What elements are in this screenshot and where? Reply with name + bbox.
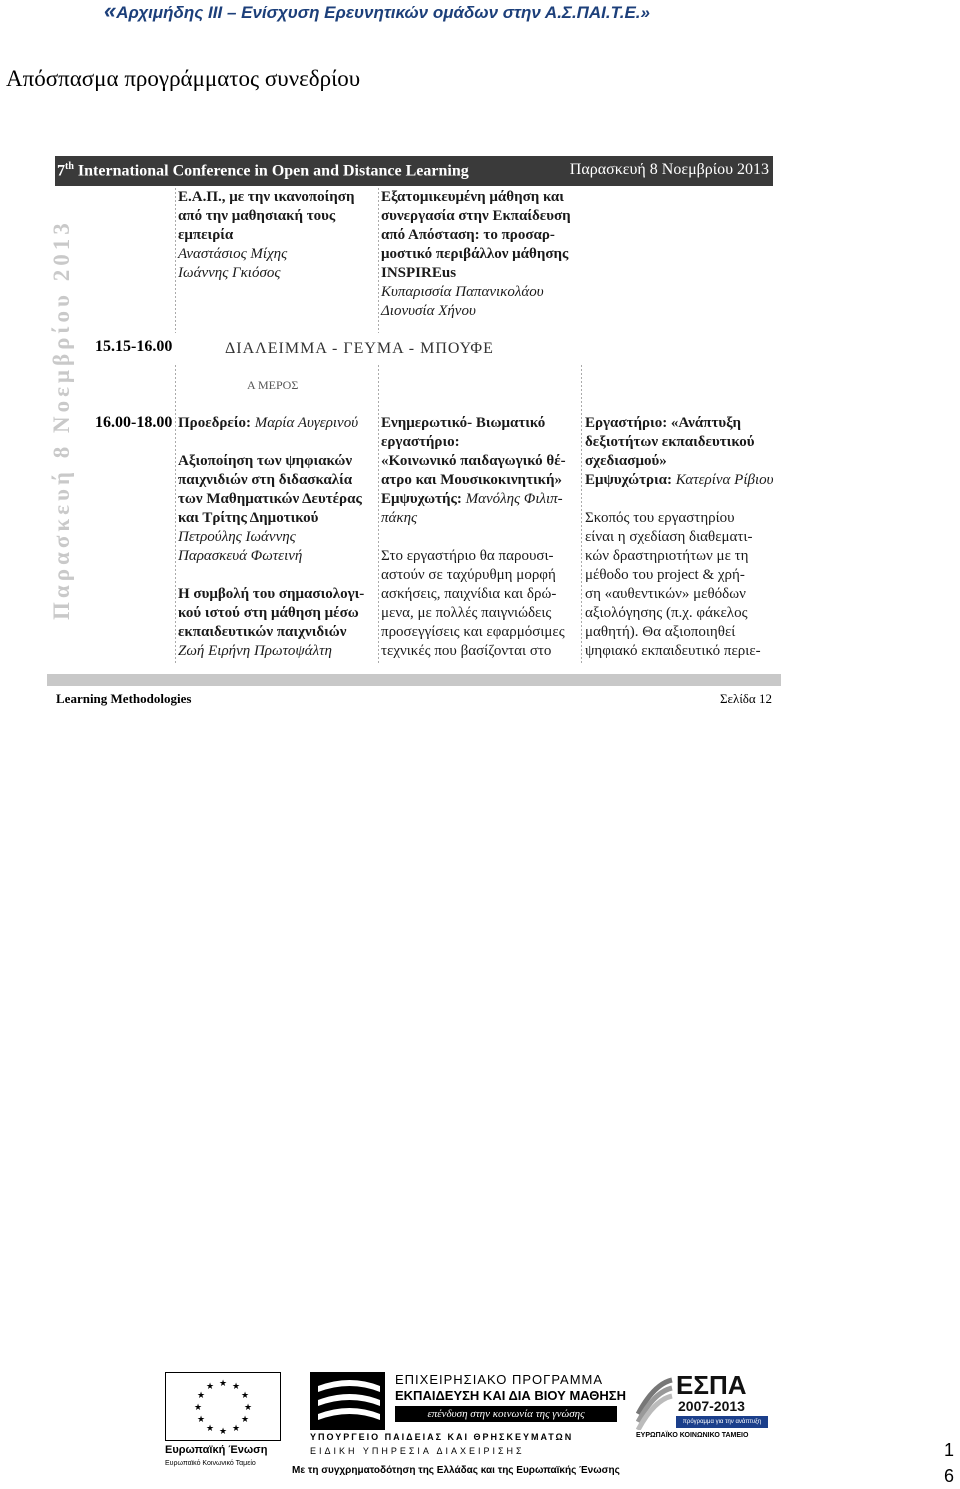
espa-program-label: πρόγραμμα για την ανάπτυξη	[676, 1416, 768, 1428]
svg-text:★: ★	[243, 1403, 253, 1413]
program-name-line1: ΕΠΙΧΕΙΡΗΣΙΑΚΟ ΠΡΟΓΡΑΜΜΑ	[395, 1372, 604, 1387]
svg-text:★: ★	[193, 1403, 203, 1413]
eu-logo	[165, 1372, 280, 1472]
espa-years: 2007-2013	[678, 1398, 745, 1414]
session-col1-top: Ε.Α.Π., με την ικανοποίηση από την μαθησιακή τους εμπειρία Αναστάσιος Μίχης Ιωάννης Γκιόσος	[178, 189, 355, 281]
cofunding-note: Με τη συγχρηματοδότηση της Ελλάδας και της Ευρωπαϊκής Ένωσης	[292, 1465, 620, 1476]
eu-flag-icon	[165, 1372, 281, 1441]
session-col3-bottom: Εργαστήριο: «Ανάπτυξη δεξιοτήτων εκπαιδευτικού σχεδιασμού» Εμψυχώτρια: Κατερίνα Ρίβιου Σκοπός του εργαστηρίου είναι η σχεδίαση διαθεματι- κών δραστηριοτήτων με τη μέθοδο του project & χρή- ση «αυθεντικών» μεθόδων αξιολόγησης (π.χ. φάκελος μαθητή). Θα αξιοποιηθεί ψηφιακό εκπαιδευτικό περιε-	[585, 415, 774, 659]
part-label: Α ΜΕΡΟΣ	[247, 378, 299, 392]
session-col2-top: Εξατομικευμένη μάθηση και συνεργασία στην Εκπαίδευση από Απόσταση: το προσαρ- μοστικό περιβάλλον μάθησης INSPIREus Κυπαρισσία Παπανικολάου Διονυσία Χήνου	[381, 189, 571, 319]
espa-wordmark: ΕΣΠΑ	[676, 1370, 747, 1400]
document-header	[104, 0, 804, 24]
column-divider	[175, 365, 176, 665]
excerpt-title-bar	[55, 156, 773, 186]
svg-text:★: ★	[231, 1424, 241, 1434]
svg-text:★: ★	[205, 1424, 215, 1434]
ministry-name: ΥΠΟΥΡΓΕΙΟ ΠΑΙΔΕΙΑΣ ΚΑΙ ΘΡΗΣΚΕΥΜΑΤΩΝ	[310, 1432, 574, 1442]
program-excerpt-image	[47, 150, 782, 715]
column-divider	[581, 365, 582, 665]
management-authority: ΕΙΔΙΚΗ ΥΠΗΡΕΣΙΑ ΔΙΑΧΕΙΡΙΣΗΣ	[310, 1446, 525, 1456]
conference-date: Παρασκευή 8 Νοεμβρίου 2013	[569, 161, 769, 178]
svg-text:★: ★	[218, 1427, 228, 1437]
svg-text:★: ★	[196, 1391, 206, 1401]
svg-text:★: ★	[205, 1382, 215, 1392]
program-slogan: επένδυση στην κοινωνία της γνώσης	[395, 1406, 617, 1422]
header-open-quote: «	[104, 0, 117, 23]
vertical-date-text: Παρασκευή 8 Νοεμβρίου 2013	[49, 219, 74, 620]
break-label: ΔΙΑΛΕΙΜΜΑ - ΓΕΥΜΑ - ΜΠΟΥΦΕ	[225, 340, 494, 357]
eu-sublabel: Ευρωπαϊκό Κοινωνικό Ταμείο	[165, 1460, 256, 1467]
svg-text:★: ★	[240, 1415, 250, 1425]
svg-text:★: ★	[240, 1391, 250, 1401]
svg-text:★: ★	[196, 1415, 206, 1425]
svg-text:★: ★	[218, 1379, 228, 1389]
svg-text:★: ★	[231, 1382, 241, 1392]
excerpt-footer-section: Learning Methodologies	[56, 691, 192, 706]
espa-fund-label: ΕΥΡΩΠΑΪΚΟ ΚΟΙΝΩΝΙΚΟ ΤΑΜΕΙΟ	[636, 1432, 749, 1439]
header-title: Αρχιμήδης ΙΙΙ – Ενίσχυση Ερευνητικών ομάδων στην Α.Σ.ΠΑΙ.Τ.Ε.»	[116, 3, 650, 22]
session-col2-bottom: Ενημερωτικό- Βιωματικό εργαστήριο: «Κοινωνικό παιδαγωγικό θέ- ατρο και Μουσικοκινητική» Εμψυχωτής: Μανόλης Φιλιπ- πάκης Στο εργαστήριο θα παρουσι- αστούν σε ταχύρυθμη μορφή ασκήσεις, παιχνίδια και δρώ- μενα, με πολλές παιγνιώδεις προσεγγίσεις και εφαρμόσιμες τεχνικές που βασίζονται στο	[381, 415, 566, 659]
time-slot-1: 15.15-16.00	[95, 338, 173, 355]
session-col1-bottom: Προεδρείο: Μαρία Αυγερινού Αξιοποίηση των ψηφιακών παιχνιδιών στη διδασκαλία των Μαθηματικών Δευτέρας και Τρίτης Δημοτικού Πετρούλης Ιωάννης Παρασκευά Φωτεινή Η συμβολή του σημασιολογι- κού ιστού στη μάθηση μέσω εκπαιδευτικών παιχνιδιών Ζωή Ειρήνη Πρωτοψάλτη	[178, 415, 365, 659]
column-divider	[378, 365, 379, 665]
eu-label: Ευρωπαϊκή Ένωση	[165, 1444, 268, 1456]
time-slot-2: 16.00-18.00	[95, 414, 173, 431]
conference-name: 7th International Conference in Open and Distance Learning	[57, 161, 469, 180]
page-title: Απόσπασμα προγράμματος συνεδρίου	[6, 66, 361, 91]
column-divider	[378, 188, 379, 333]
page-number: 1 6	[943, 1440, 954, 1486]
excerpt-footer-rule	[47, 674, 781, 686]
excerpt-footer-page: Σελίδα 12	[719, 691, 772, 706]
education-program-mark-icon	[310, 1372, 385, 1430]
espa-swoosh-icon	[636, 1374, 674, 1430]
program-name-line2: ΕΚΠΑΙΔΕΥΣΗ ΚΑΙ ΔΙΑ ΒΙΟΥ ΜΑΘΗΣΗ	[395, 1388, 626, 1403]
column-divider	[175, 188, 176, 333]
espa-logo	[636, 1372, 771, 1447]
